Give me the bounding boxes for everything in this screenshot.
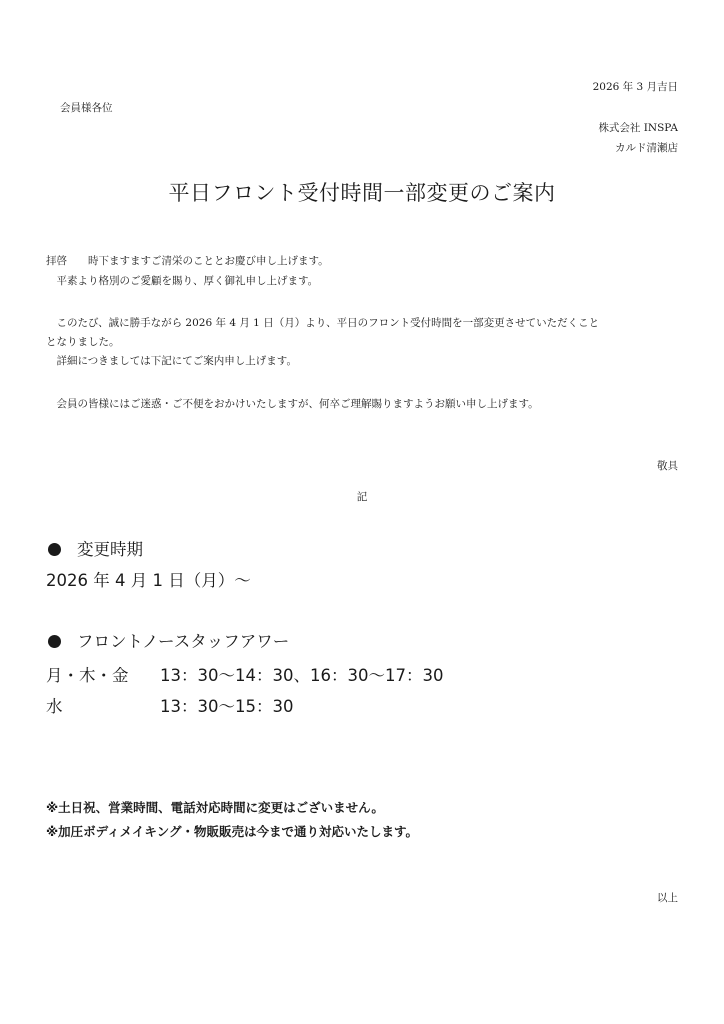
change-period-heading [48,538,143,562]
greeting-line-2: 平素より格別のご愛顧を賜り、厚く御礼申し上げます。 [46,275,319,287]
change-period-label: 変更時期 [77,540,143,559]
paragraph-2-line-3: 詳細につきましては下記にてご案内申し上げます。 [46,355,297,367]
company-name: 株式会社 INSPA [598,122,678,134]
schedule-times: 13：30〜15：30 [160,697,294,716]
schedule-days: 月・木・金 [46,666,129,685]
change-date: 2026 年 4 月 1 日（月）〜 [46,571,251,590]
note-1: ※土日祝、営業時間、電話対応時間に変更はございません。 [46,800,384,815]
staff-hours-label: フロントノースタッフアワー [77,632,290,651]
end-mark: 以上 [657,892,678,904]
recipient: 会員様各位 [60,102,113,114]
page-title: 平日フロント受付時間一部変更のご案内 [168,181,556,205]
ki-mark: 記 [356,491,368,503]
store-name: カルド清瀬店 [615,142,678,154]
schedule-row [46,695,293,719]
staff-hours-heading [48,630,289,654]
paragraph-2-line-1: このたび、誠に勝手ながら 2026 年 4 月 1 日（月）より、平日のフロント受付時間を一部変更させていただくこと [46,317,600,329]
schedule-row [46,664,443,688]
note-2: ※加圧ボディメイキング・物販販売は今まで通り対応いたします。 [46,824,419,839]
schedule-times: 13：30〜14：30、16：30〜17：30 [160,666,444,685]
bullet-icon [48,635,61,648]
paragraph-3: 会員の皆様にはご迷惑・ご不便をおかけいたしますが、何卒ご理解賜りますようお願い申し上げます。 [46,398,539,410]
closing-keigu: 敬具 [657,460,678,472]
greeting-line-1: 拝啓 時下ますますご清栄のこととお慶び申し上げます。 [46,255,329,267]
paragraph-2-line-2: となりました。 [46,336,120,348]
bullet-icon [48,543,61,556]
issue-date: 2026 年 3 月吉日 [592,81,678,93]
schedule-days: 水 [46,697,63,716]
